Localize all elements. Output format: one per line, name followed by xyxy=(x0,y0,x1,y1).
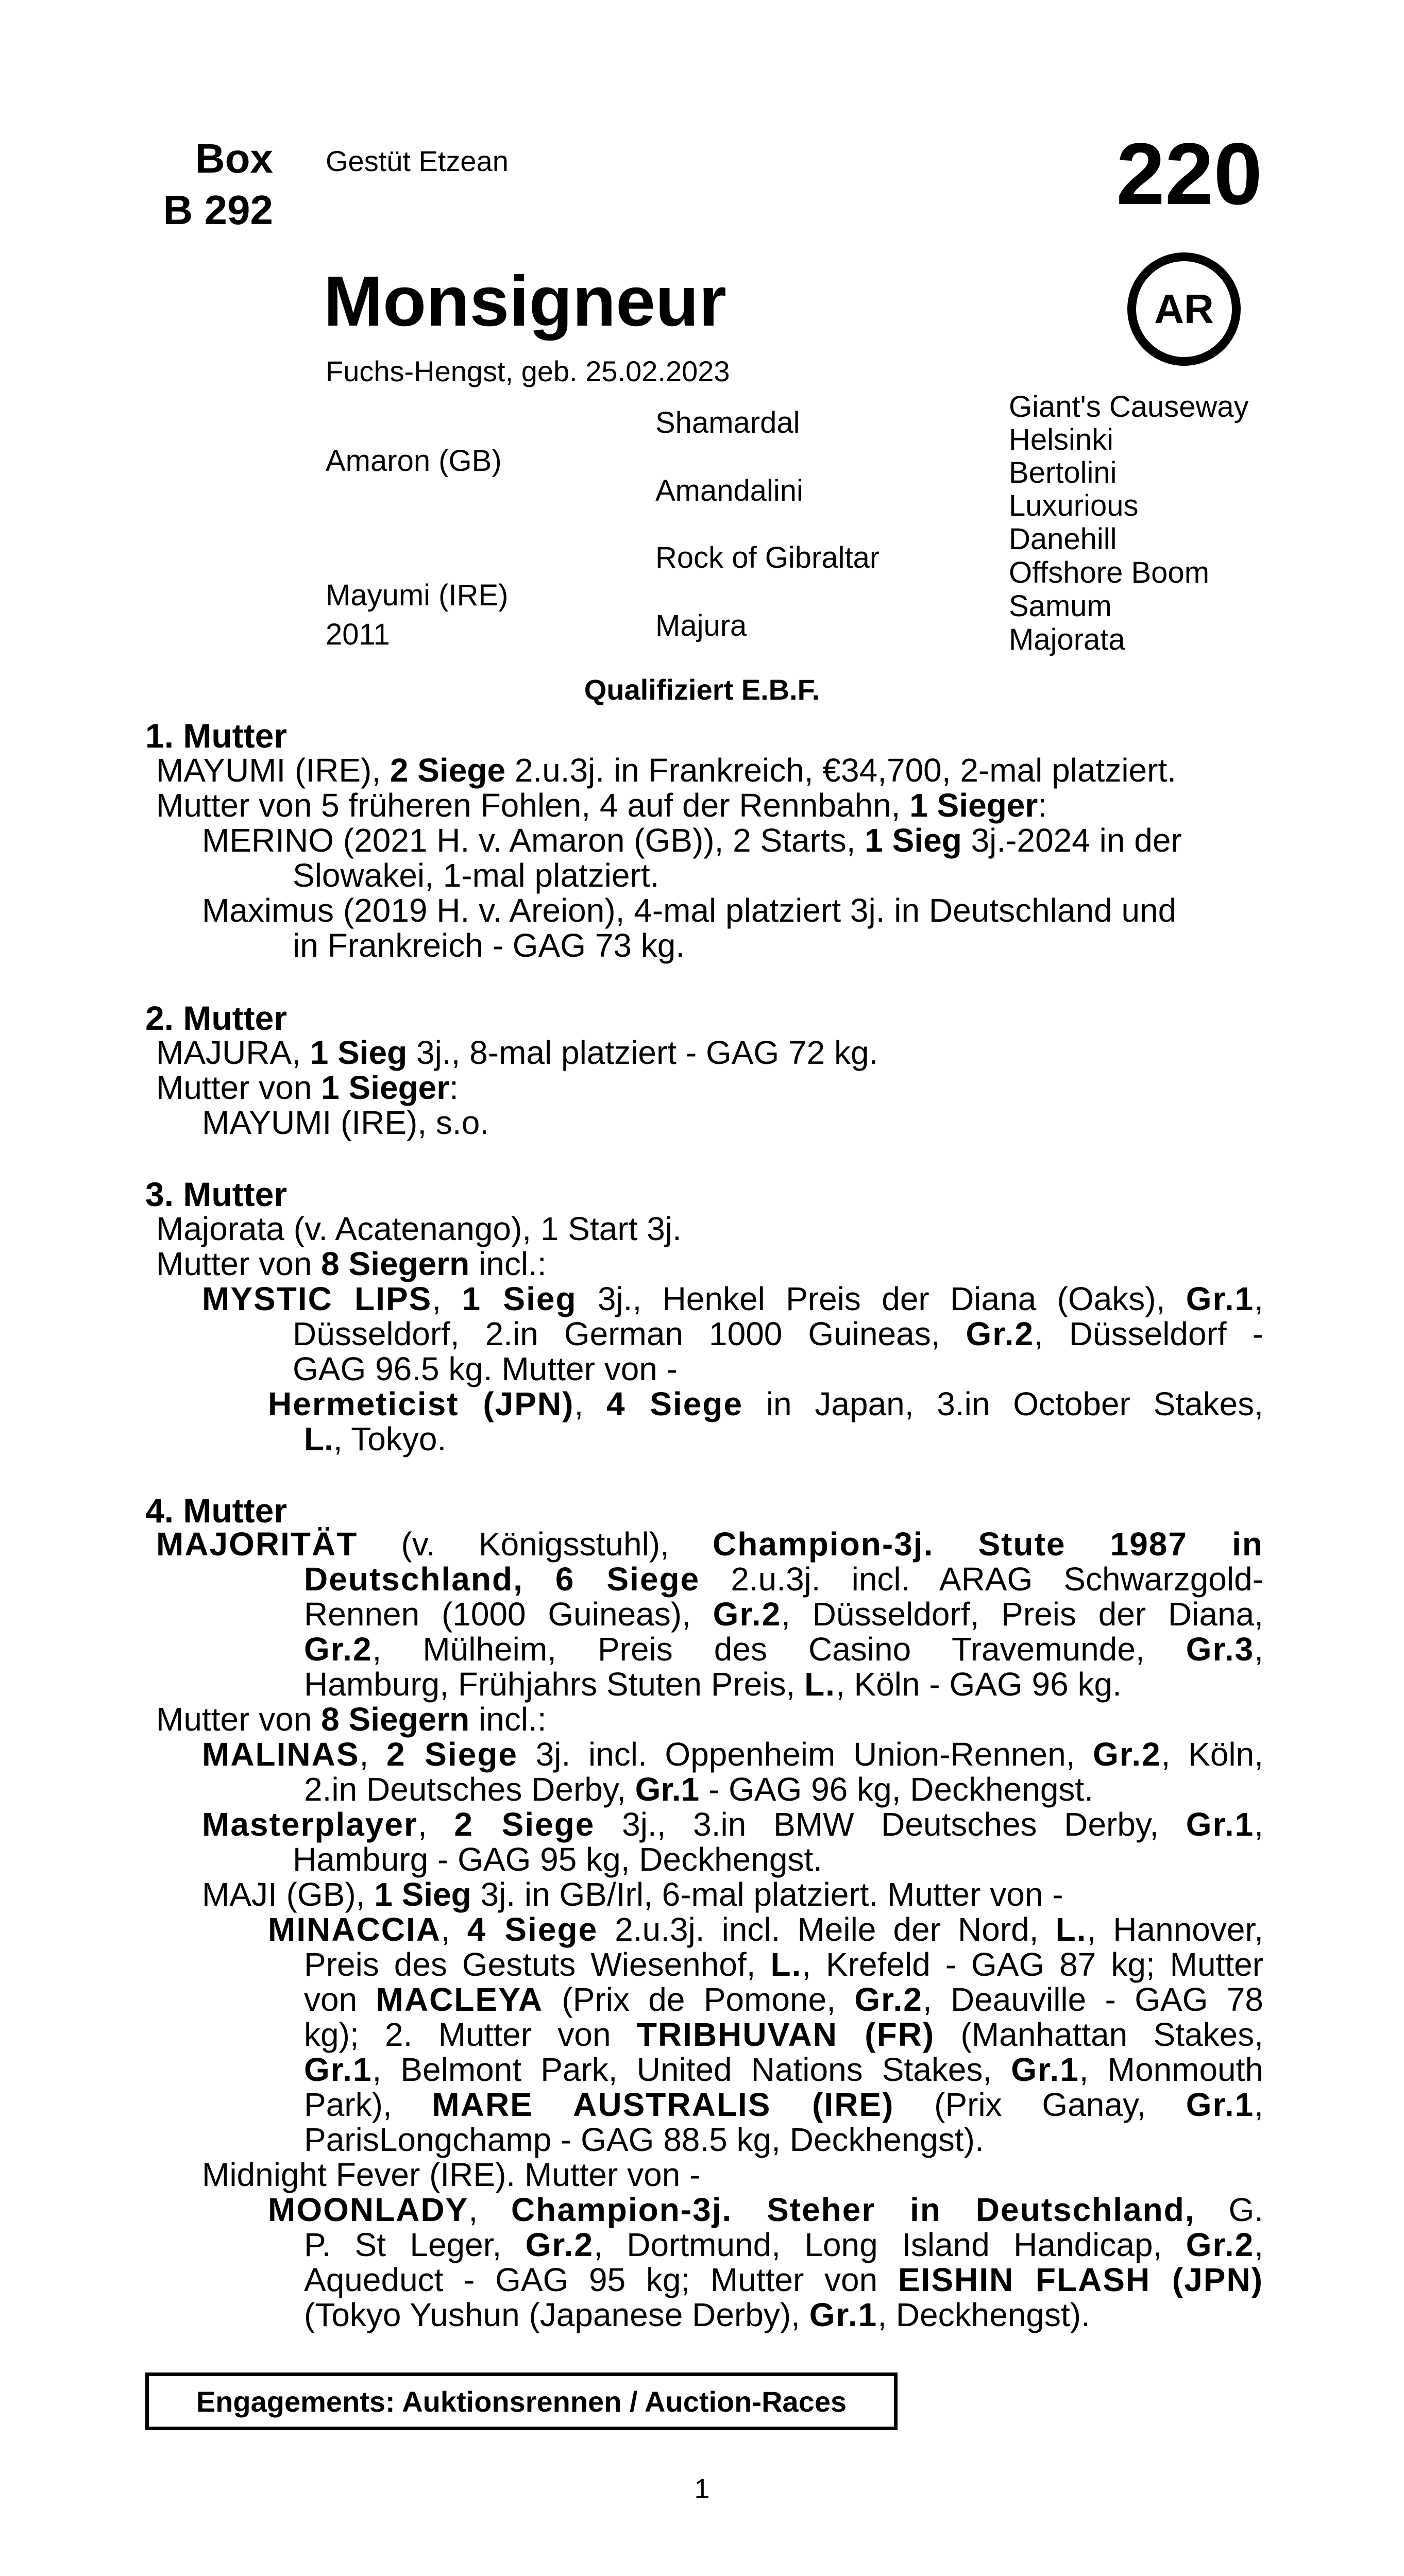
pedigree-gen3-3: Bertolini xyxy=(1009,456,1117,489)
section-title-mutter-1: 1. Mutter xyxy=(145,717,287,755)
horse-description: Fuchs-Hengst, geb. 25.02.2023 xyxy=(326,355,730,387)
qualification-note: Qualifiziert E.B.F. xyxy=(584,673,820,706)
engagements-box xyxy=(145,2372,898,2430)
offspring-hermeticist: Hermeticist (JPN), 4 Siege in Japan, 3.in October Stakes, xyxy=(268,1385,1264,1422)
section-title-mutter-4: 4. Mutter xyxy=(145,1492,287,1530)
offspring-masterplayer-cont: Hamburg - GAG 95 kg, Deckhengst. xyxy=(293,1841,822,1878)
box-label-line2: B 292 xyxy=(163,187,273,233)
offspring-malinas: MALINAS, 2 Siege 3j. incl. Oppenheim Union-Rennen, Gr.2, Köln, xyxy=(202,1736,1263,1773)
offspring-minaccia-cont: Preis des Gestuts Wiesenhof, L., Krefeld - GAG 87 kg; Mutter von MACLEYA (Prix de Pomone, Gr.2, Deauville - GAG 78 kg); 2. Mutter von TRIBHUVAN (FR) (Manhattan Stakes, Gr.1, Belmont Park, United Nations Stakes, Gr.1, Monmouth Park), MARE AUSTRALIS (IRE) (Prix Ganay, Gr.1, ParisLongchamp - GAG 88.5 kg, Deckhengst). xyxy=(304,1946,1264,2158)
mutter-1-line-2: Mutter von 5 früheren Fohlen, 4 auf der Rennbahn, 1 Sieger: xyxy=(156,787,1047,824)
offspring-maximus: Maximus (2019 H. v. Areion), 4-mal platziert 3j. in Deutschland und xyxy=(202,892,1177,929)
mutter-3-line-2: Mutter von 8 Siegern incl.: xyxy=(156,1245,547,1282)
engagements-text: Engagements: Auktionsrennen / Auction-Races xyxy=(196,2385,847,2418)
pedigree-gen3-6: Offshore Boom xyxy=(1009,556,1210,589)
mutter-4-mutter-von: Mutter von 8 Siegern incl.: xyxy=(156,1701,547,1738)
offspring-maximus-cont: in Frankreich - GAG 73 kg. xyxy=(293,927,685,964)
offspring-maji: MAJI (GB), 1 Sieg 3j. in GB/Irl, 6-mal platziert. Mutter von - xyxy=(202,1876,1063,1913)
mutter-2-line-1: MAJURA, 1 Sieg 3j., 8-mal platziert - GAG 72 kg. xyxy=(156,1034,878,1071)
pedigree-gen3-1: Giant's Causeway xyxy=(1009,390,1249,423)
section-title-mutter-2: 2. Mutter xyxy=(145,999,287,1037)
offspring-merino-cont: Slowakei, 1-mal platziert. xyxy=(293,857,659,894)
mutter-2-line-3: MAYUMI (IRE), s.o. xyxy=(202,1104,489,1141)
mutter-4-majoritaet: MAJORITÄT (v. Königsstuhl), Champion-3j. Stute 1987 in xyxy=(156,1526,1263,1563)
offspring-moonlady: MOONLADY, Champion-3j. Steher in Deutschland, G. xyxy=(268,2191,1264,2228)
pedigree-gen3-4: Luxurious xyxy=(1009,489,1139,522)
pedigree-gen3-5: Danehill xyxy=(1009,522,1117,556)
ar-badge-text: AR xyxy=(1154,286,1214,332)
lot-number: 220 xyxy=(1116,125,1262,223)
pedigree-dam-year: 2011 xyxy=(326,618,390,651)
pedigree-gen3-7: Samum xyxy=(1009,589,1112,623)
ar-badge-icon xyxy=(1127,252,1241,366)
pedigree-gen3-2: Helsinki xyxy=(1009,423,1114,456)
offspring-mystic-lips-cont: Düsseldorf, 2.in German 1000 Guineas, Gr.2, Düsseldorf - GAG 96.5 kg. Mutter von - xyxy=(293,1315,1264,1387)
offspring-mystic-lips: MYSTIC LIPS, 1 Sieg 3j., Henkel Preis der Diana (Oaks), Gr.1, xyxy=(202,1280,1264,1317)
section-title-mutter-3: 3. Mutter xyxy=(145,1175,287,1213)
horse-name: Monsigneur xyxy=(324,262,726,341)
page-number: 1 xyxy=(694,2473,710,2504)
pedigree-gen2-2: Amandalini xyxy=(655,474,803,507)
mutter-3-line-1: Majorata (v. Acatenango), 1 Start 3j. xyxy=(156,1210,682,1247)
box-number xyxy=(144,133,273,236)
offspring-moonlady-cont: P. St Leger, Gr.2, Dortmund, Long Island Handicap, Gr.2, Aqueduct - GAG 95 kg; Mutter von EISHIN FLASH (JPN) (Tokyo Yushun (Japanese Derby), Gr.1, Deckhengst). xyxy=(304,2226,1264,2333)
offspring-hermeticist-cont: L., Tokyo. xyxy=(304,1420,447,1458)
offspring-minaccia: MINACCIA, 4 Siege 2.u.3j. incl. Meile der Nord, L., Hannover, xyxy=(268,1911,1264,1948)
breeder-name: Gestüt Etzean xyxy=(326,145,509,177)
mutter-4-majoritaet-cont: Deutschland, 6 Siege 2.u.3j. incl. ARAG Schwarzgold- Rennen (1000 Guineas), Gr.2, Düsseldorf, Preis der Diana, Gr.2, Mülheim, Preis des Casino Travemunde, Gr.3, Hamburg, Frühjahrs Stuten Preis, L., Köln - GAG 96 kg. xyxy=(304,1561,1264,1703)
offspring-malinas-cont: 2.in Deutsches Derby, Gr.1 - GAG 96 kg, Deckhengst. xyxy=(304,1771,1093,1808)
mutter-1-line-1: MAYUMI (IRE), 2 Siege 2.u.3j. in Frankreich, €34,700, 2-mal platziert. xyxy=(156,752,1176,789)
mutter-2-line-2: Mutter von 1 Sieger: xyxy=(156,1069,459,1106)
box-label-line1: Box xyxy=(195,135,273,181)
pedigree-gen2-4: Majura xyxy=(655,609,747,642)
offspring-merino: MERINO (2021 H. v. Amaron (GB)), 2 Starts, 1 Sieg 3j.-2024 in der xyxy=(202,822,1182,859)
offspring-midnight-fever: Midnight Fever (IRE). Mutter von - xyxy=(202,2156,701,2193)
offspring-masterplayer: Masterplayer, 2 Siege 3j., 3.in BMW Deutsches Derby, Gr.1, xyxy=(202,1806,1264,1843)
pedigree-dam: Mayumi (IRE) xyxy=(326,579,509,612)
pedigree-gen3-8: Majorata xyxy=(1009,623,1125,656)
pedigree-sire: Amaron (GB) xyxy=(326,444,502,478)
pedigree-gen2-1: Shamardal xyxy=(655,406,800,439)
pedigree-gen2-3: Rock of Gibraltar xyxy=(655,541,880,574)
